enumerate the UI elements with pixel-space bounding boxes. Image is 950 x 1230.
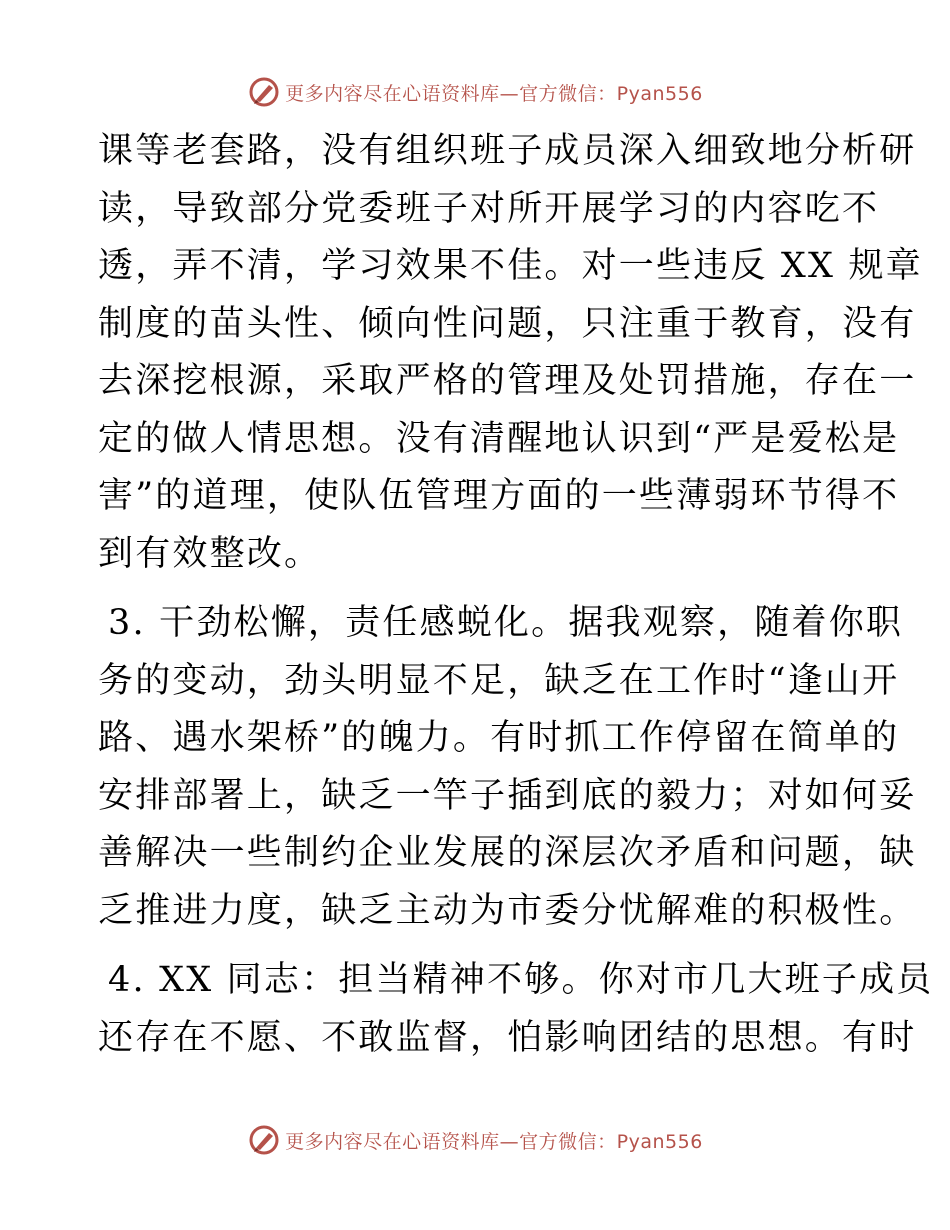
text-line: 善解决一些制约企业发展的深层次矛盾和问题，缺: [98, 833, 917, 873]
text-line: 路、遇水架桥”的魄力。有时抓工作停留在简单的: [98, 718, 900, 758]
text-line: 读，导致部分党委班子对所开展学习的内容吃不: [98, 188, 880, 229]
pen-circle-logo-icon: [247, 1123, 281, 1157]
text-line: 4. XX 同志：担当精神不够。你对市几大班子成员: [108, 960, 934, 1000]
pen-circle-logo-icon: [247, 75, 281, 109]
paragraph: [98, 595, 917, 940]
footer-banner-text: 更多内容尽在心语资料库—官方微信：Pyan556: [285, 1130, 703, 1153]
text-line: 务的变动，劲头明显不足，缺乏在工作时“逢山开: [98, 660, 900, 701]
text-line: 透，弄不清，学习效果不佳。对一些违反 XX 规章: [98, 246, 923, 286]
text-line: 安排部署上，缺乏一竿子插到底的毅力；对如何妥: [98, 775, 917, 816]
text-line: 到有效整改。: [98, 533, 322, 574]
header-banner-text: 更多内容尽在心语资料库—官方微信：Pyan556: [285, 82, 703, 105]
text-line: 定的做人情思想。没有清醒地认识到“严是爱松是: [98, 418, 900, 459]
text-line: 制度的苗头性、倾向性问题，只注重于教育，没有: [98, 303, 917, 344]
text-line: 害”的道理，使队伍管理方面的一些薄弱环节得不: [98, 476, 900, 516]
paragraph: [98, 952, 934, 1067]
text-line: 课等老套路，没有组织班子成员深入细致地分析研: [98, 131, 917, 171]
paragraph: [98, 123, 923, 583]
text-line: 还存在不愿、不敢监督，怕影响团结的思想。有时: [98, 1017, 917, 1058]
text-line: 乏推进力度，缺乏主动为市委分忧解难的积极性。: [98, 890, 917, 931]
document-body: [98, 123, 934, 1067]
text-line: 去深挖根源，采取严格的管理及处罚措施，存在一: [98, 361, 917, 401]
header-banner: [0, 72, 950, 112]
text-line: 3. 干劲松懈，责任感蜕化。据我观察，随着你职: [108, 603, 904, 643]
footer-banner: [0, 1120, 950, 1160]
